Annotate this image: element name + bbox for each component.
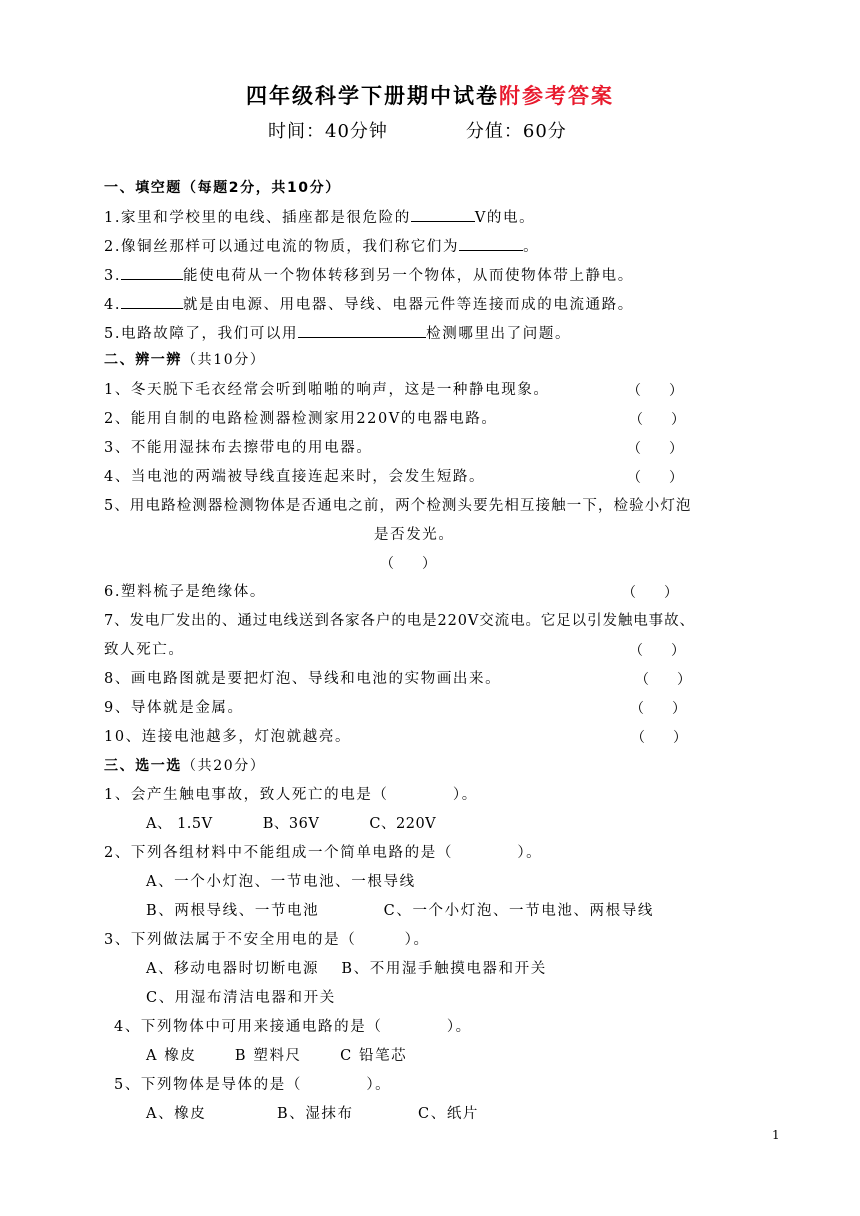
fill-question-4-text: 就是由电源、用电器、导线、电器元件等连接而成的电流通路。 — [183, 297, 634, 313]
answer-blank — [121, 294, 183, 309]
fill-question-2-text: 2.像铜丝那样可以通过电流的物质，我们称它们为 — [104, 239, 460, 255]
section3-heading — [104, 756, 265, 776]
choice-options-1: A、 1.5V B、36V C、220V — [146, 816, 437, 832]
answer-blank — [459, 236, 523, 251]
section1-heading: 一、填空题（每题2分，共10分） — [104, 180, 341, 196]
answer-blank — [411, 207, 475, 222]
exam-title-answer-note: 附参考答案 — [499, 84, 614, 108]
judge-item-3: 3、不能用湿抹布去擦带电的用电器。 — [104, 440, 373, 456]
choice-question-2: 2、下列各组材料中不能组成一个简单电路的是（ ）。 — [104, 845, 543, 861]
fill-question-3 — [104, 265, 634, 286]
judge-item-7: 7、发电厂发出的、通过电线送到各家各户的电是220V交流电。它足以引发触电事故、 — [104, 613, 695, 629]
judge-item-4: 4、当电池的两端被导线直接连起来时，会发生短路。 — [104, 469, 486, 485]
answer-parentheses: （ ） — [380, 556, 436, 572]
section2-points: （共10分） — [182, 352, 266, 368]
answer-parentheses: （ ） — [627, 441, 683, 457]
section3-title: 三、选一选 — [104, 758, 182, 774]
exam-time: 时间：40分钟 — [268, 121, 388, 142]
judge-item-2: 2、能用自制的电路检测器检测家用220V的电器电路。 — [104, 411, 498, 427]
judge-item-5: 5、用电路检测器检测物体是否通电之前，两个检测头要先相互接触一下，检验小灯泡 — [104, 498, 692, 514]
fill-question-4-number: 4. — [104, 297, 122, 313]
section3-points: （共20分） — [182, 758, 266, 774]
choice-options-5: A、橡皮 B、湿抹布 C、纸片 — [146, 1106, 480, 1122]
answer-parentheses: （ ） — [627, 470, 683, 486]
choice-options-4: A 橡皮 B 塑料尺 C 铅笔芯 — [146, 1048, 408, 1064]
fill-question-3-text: 能使电荷从一个物体转移到另一个物体，从而使物体带上静电。 — [183, 268, 634, 284]
fill-question-2-tail: 。 — [523, 239, 540, 255]
answer-parentheses: （ ） — [635, 672, 691, 688]
exam-subtitle — [268, 117, 567, 143]
answer-parentheses: （ ） — [629, 643, 685, 659]
judge-item-8: 8、画电路图就是要把灯泡、导线和电池的实物画出来。 — [104, 671, 502, 687]
answer-parentheses: （ ） — [627, 383, 683, 399]
fill-question-4 — [104, 294, 634, 315]
answer-blank — [121, 265, 183, 280]
judge-item-5-cont: 是否发光。 — [374, 527, 455, 543]
answer-parentheses: （ ） — [622, 585, 678, 601]
fill-question-3-number: 3. — [104, 268, 122, 284]
section2-heading — [104, 350, 265, 370]
fill-question-2 — [104, 236, 539, 257]
fill-question-1-text: 1.家里和学校里的电线、插座都是很危险的 — [104, 210, 411, 226]
choice-options-3ab: A、移动电器时切断电源 B、不用湿手触摸电器和开关 — [146, 961, 547, 977]
fill-question-1-tail: V的电。 — [474, 210, 536, 226]
choice-option-2a: A、一个小灯泡、一节电池、一根导线 — [146, 874, 416, 890]
choice-question-3: 3、下列做法属于不安全用电的是（ ）。 — [104, 932, 430, 948]
page-number: 1 — [772, 1128, 780, 1142]
exam-title-main: 四年级科学下册期中试卷 — [246, 84, 499, 108]
choice-question-4: 4、下列物体中可用来接通电路的是（ ）。 — [114, 1019, 472, 1035]
fill-question-5-tail: 检测哪里出了问题。 — [426, 326, 572, 342]
fill-question-5-text: 5.电路故障了，我们可以用 — [104, 326, 299, 342]
judge-item-7-cont: 致人死亡。 — [104, 642, 185, 658]
judge-item-1: 1、冬天脱下毛衣经常会听到啪啪的响声，这是一种静电现象。 — [104, 382, 550, 398]
answer-parentheses: （ ） — [629, 412, 685, 428]
answer-parentheses: （ ） — [631, 730, 687, 746]
fill-question-1 — [104, 207, 535, 228]
exam-title — [0, 80, 860, 110]
choice-options-2bc: B、两根导线、一节电池 C、一个小灯泡、一节电池、两根导线 — [146, 903, 654, 919]
fill-question-5 — [104, 323, 571, 344]
judge-item-10: 10、连接电池越多，灯泡就越亮。 — [104, 729, 352, 745]
section2-title: 二、辨一辨 — [104, 352, 182, 368]
answer-blank — [298, 323, 426, 338]
answer-parentheses: （ ） — [630, 701, 686, 717]
judge-item-6: 6.塑料梳子是绝缘体。 — [104, 584, 266, 600]
choice-question-1: 1、会产生触电事故，致人死亡的电是（ ）。 — [104, 787, 478, 803]
judge-item-9: 9、导体就是金属。 — [104, 700, 244, 716]
choice-option-3c: C、用湿布清洁电器和开关 — [146, 990, 336, 1006]
exam-score: 分值：60分 — [465, 121, 567, 142]
choice-question-5: 5、下列物体是导体的是（ ）。 — [114, 1077, 392, 1093]
